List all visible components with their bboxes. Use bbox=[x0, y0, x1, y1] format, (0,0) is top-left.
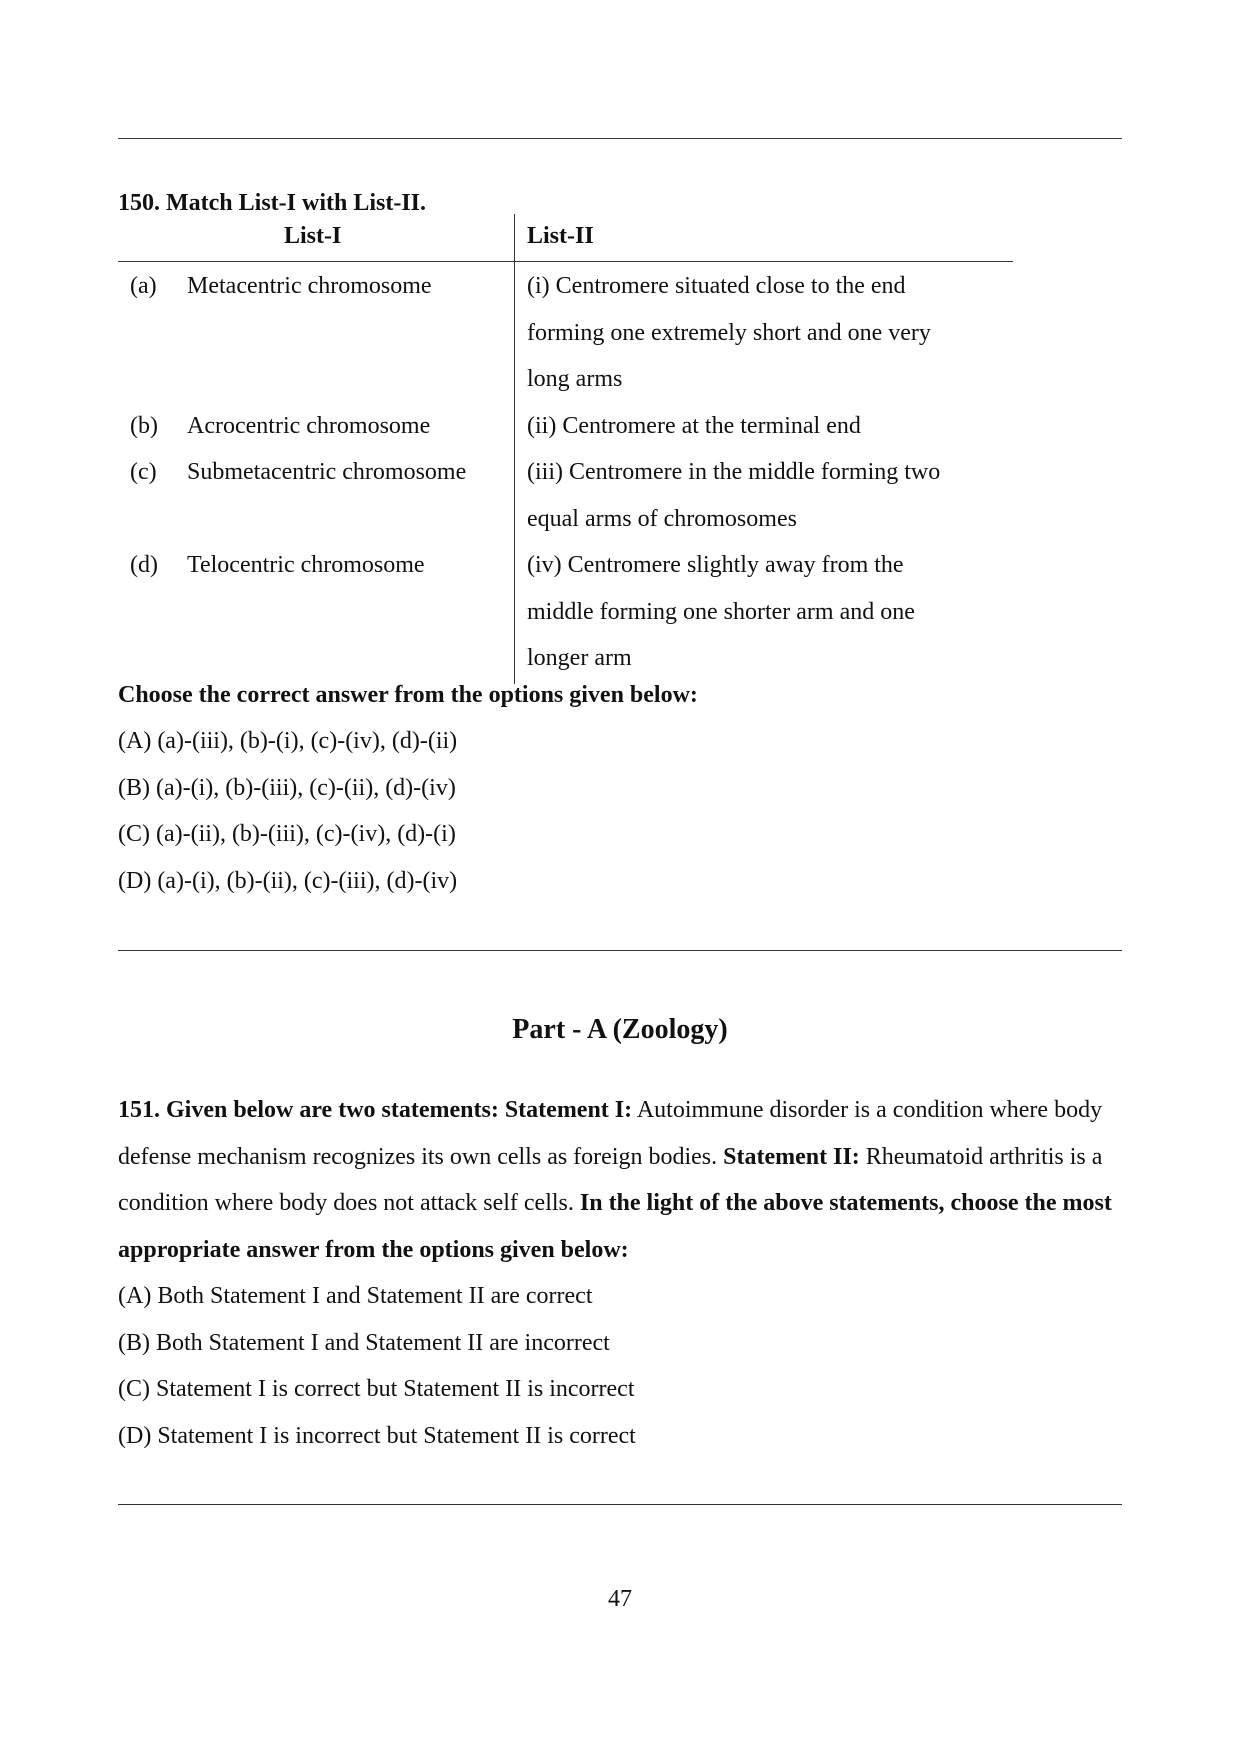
list1-header: List-I bbox=[284, 223, 342, 249]
q150-options bbox=[118, 718, 457, 904]
match-table bbox=[118, 214, 1013, 684]
list2-line: long arms bbox=[527, 366, 623, 392]
column-divider bbox=[514, 214, 515, 684]
option-a[interactable]: (A) Both Statement I and Statement II are correct bbox=[118, 1283, 593, 1309]
list2-line: (i) Centromere situated close to the end bbox=[527, 273, 906, 299]
section-title: Part - A (Zoology) bbox=[512, 1014, 728, 1045]
row-d-item: Telocentric chromosome bbox=[187, 552, 425, 578]
option-b[interactable]: (B) Both Statement I and Statement II are incorrect bbox=[118, 1329, 610, 1356]
row-b-letter: (b) bbox=[130, 413, 158, 439]
q151-lead: 151. Given below are two statements: bbox=[118, 1097, 499, 1123]
question-151 bbox=[118, 1087, 1128, 1459]
option-c[interactable]: (C) (a)-(ii), (b)-(iii), (c)-(iv), (d)-(i) bbox=[118, 821, 456, 847]
list2-line: (ii) Centromere at the terminal end bbox=[527, 413, 861, 439]
option-c[interactable]: (C) Statement I is correct but Statement II is incorrect bbox=[118, 1376, 635, 1402]
mid-divider bbox=[118, 950, 1122, 951]
list2-line: equal arms of chromosomes bbox=[527, 506, 797, 532]
statement-1-text: Autoimmune disorder is a condition where body defense mechanism recognizes its own cells as foreign bodies. bbox=[118, 1097, 1103, 1170]
header-rule bbox=[118, 261, 1013, 262]
row-c-letter: (c) bbox=[130, 459, 157, 485]
q150-prompt: Choose the correct answer from the options given below: bbox=[118, 682, 698, 708]
statement-2-text: Rheumatoid arthritis is a condition where body does not attack self cells. bbox=[118, 1143, 1103, 1216]
option-d[interactable]: (D) Statement I is incorrect but Statement II is correct bbox=[118, 1422, 636, 1449]
row-d-letter: (d) bbox=[130, 552, 158, 578]
list2-line: (iii) Centromere in the middle forming two bbox=[527, 459, 941, 485]
statement-1-label: Statement I: bbox=[504, 1097, 633, 1123]
option-b[interactable]: (B) (a)-(i), (b)-(iii), (c)-(ii), (d)-(iv) bbox=[118, 774, 456, 801]
page-number: 47 bbox=[608, 1586, 632, 1612]
row-a-letter: (a) bbox=[130, 273, 157, 299]
row-b-item: Acrocentric chromosome bbox=[187, 413, 431, 439]
q151-instruction: In the light of the above statements, choose the most appropriate answer from the options given below: bbox=[118, 1190, 1112, 1263]
statement-2-label: Statement II: bbox=[723, 1143, 860, 1170]
bottom-divider bbox=[118, 1504, 1122, 1505]
list2-line: longer arm bbox=[527, 645, 632, 671]
question-150-title: 150. Match List-I with List-II. bbox=[118, 190, 427, 216]
top-divider bbox=[118, 138, 1122, 139]
option-d[interactable]: (D) (a)-(i), (b)-(ii), (c)-(iii), (d)-(iv) bbox=[118, 867, 458, 894]
list2-line: middle forming one shorter arm and one bbox=[527, 599, 915, 625]
option-a[interactable]: (A) (a)-(iii), (b)-(i), (c)-(iv), (d)-(ii) bbox=[118, 728, 458, 754]
list2-line: forming one extremely short and one very bbox=[527, 320, 931, 346]
list2-line: (iv) Centromere slightly away from the bbox=[527, 552, 904, 578]
list2-header: List-II bbox=[527, 223, 594, 249]
q151-options bbox=[118, 1273, 1128, 1459]
row-a-item: Metacentric chromosome bbox=[187, 273, 432, 299]
row-c-item: Submetacentric chromosome bbox=[187, 459, 467, 485]
